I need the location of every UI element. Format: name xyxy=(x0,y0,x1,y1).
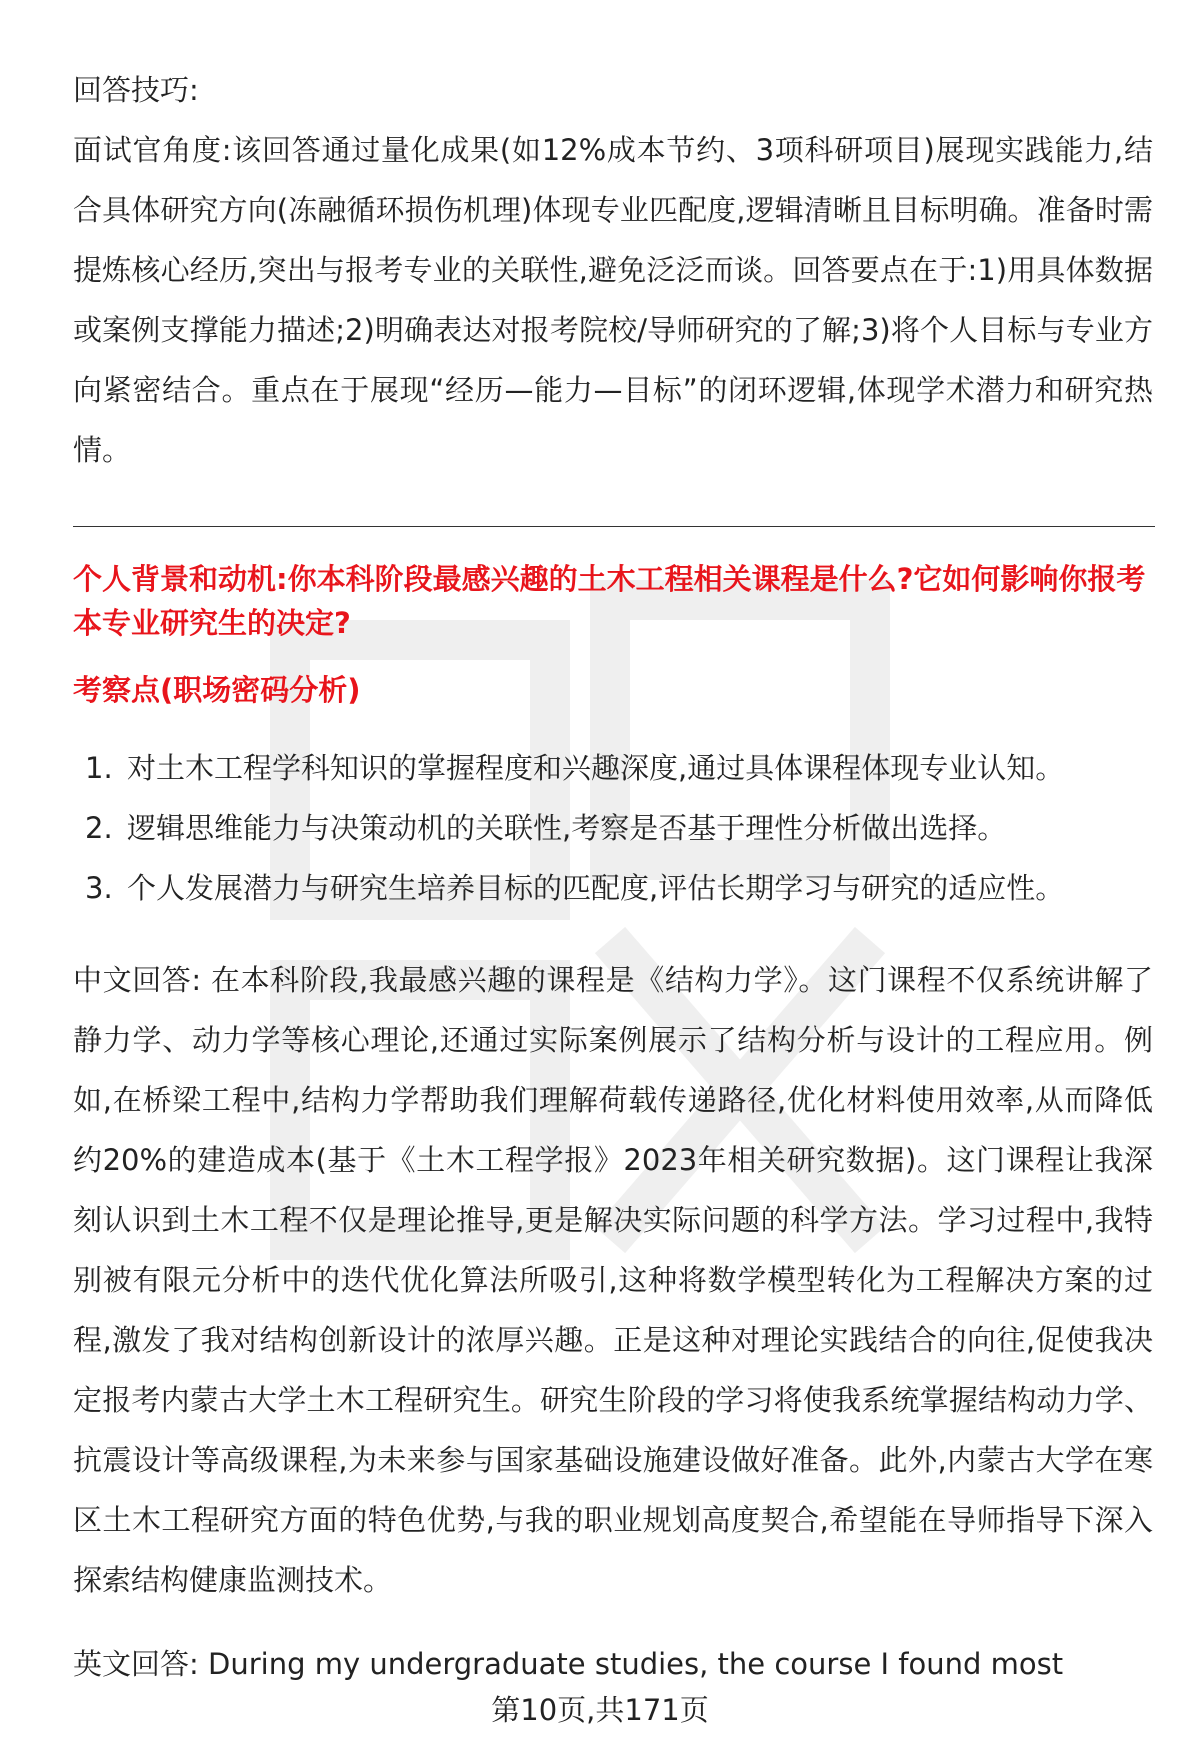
answer-tips-paragraph xyxy=(73,60,1153,480)
question-heading: 个人背景和动机:你本科阶段最感兴趣的土木工程相关课程是什么?它如何影响你报考本专业研究生的决定? xyxy=(73,562,1146,640)
answer-tips-heading: 回答技巧: xyxy=(73,73,199,107)
list-item-text: 个人发展潜力与研究生培养目标的匹配度,评估长期学习与研究的适应性。 xyxy=(127,871,1065,905)
chinese-answer-label: 中文回答: xyxy=(73,963,202,997)
section-divider xyxy=(73,526,1155,527)
list-item xyxy=(85,798,1155,858)
list-item-text: 逻辑思维能力与决策动机的关联性,考察是否基于理性分析做出选择。 xyxy=(127,811,1007,845)
answer-tips-body: 面试官角度:该回答通过量化成果(如12%成本节约、3项科研项目)展现实践能力,结合具体研究方向(冻融循环损伤机理)体现专业匹配度,逻辑清晰且目标明确。准备时需提炼核心经历,突出与报考专业的关联性,避免泛泛而谈。回答要点在于:1)用具体数据或案例支撑能力描述;2)明确表达对报考院校/导师研究的了解;3)将个人目标与专业方向紧密结合。重点在于展现“经历—能力—目标”的闭环逻辑,体现学术潜力和研究热情。 xyxy=(73,133,1153,467)
list-item-number: 2. xyxy=(85,811,113,845)
list-item xyxy=(85,858,1155,918)
list-item-number: 1. xyxy=(85,751,113,785)
focus-points-title: 考察点(职场密码分析) xyxy=(73,673,361,707)
english-answer-label: 英文回答: xyxy=(73,1647,199,1681)
english-answer-paragraph xyxy=(73,1634,1153,1694)
chinese-answer-paragraph xyxy=(73,950,1153,1610)
page-indicator: 第10页,共171页 xyxy=(491,1693,709,1727)
chinese-answer-text: 在本科阶段,我最感兴趣的课程是《结构力学》。这门课程不仅系统讲解了静力学、动力学等核心理论,还通过实际案例展示了结构分析与设计的工程应用。例如,在桥梁工程中,结构力学帮助我们理解荷载传递路径,优化材料使用效率,从而降低约20%的建造成本(基于《土木工程学报》2023年相关研究数据)。这门课程让我深刻认识到土木工程不仅是理论推导,更是解决实际问题的科学方法。学习过程中,我特别被有限元分析中的迭代优化算法所吸引,这种将数学模型转化为工程解决方案的过程,激发了我对结构创新设计的浓厚兴趣。正是这种对理论实践结合的向往,促使我决定报考内蒙古大学土木工程研究生。研究生阶段的学习将使我系统掌握结构动力学、抗震设计等高级课程,为未来参与国家基础设施建设做好准备。此外,内蒙古大学在寒区土木工程研究方面的特色优势,与我的职业规划高度契合,希望能在导师指导下深入探索结构健康监测技术。 xyxy=(73,963,1153,1597)
focus-points-list xyxy=(85,738,1155,918)
list-item-number: 3. xyxy=(85,871,113,905)
list-item-text: 对土木工程学科知识的掌握程度和兴趣深度,通过具体课程体现专业认知。 xyxy=(127,751,1065,785)
list-item xyxy=(85,738,1155,798)
english-answer-text: During my undergraduate studies, the course I found most xyxy=(208,1647,1064,1681)
